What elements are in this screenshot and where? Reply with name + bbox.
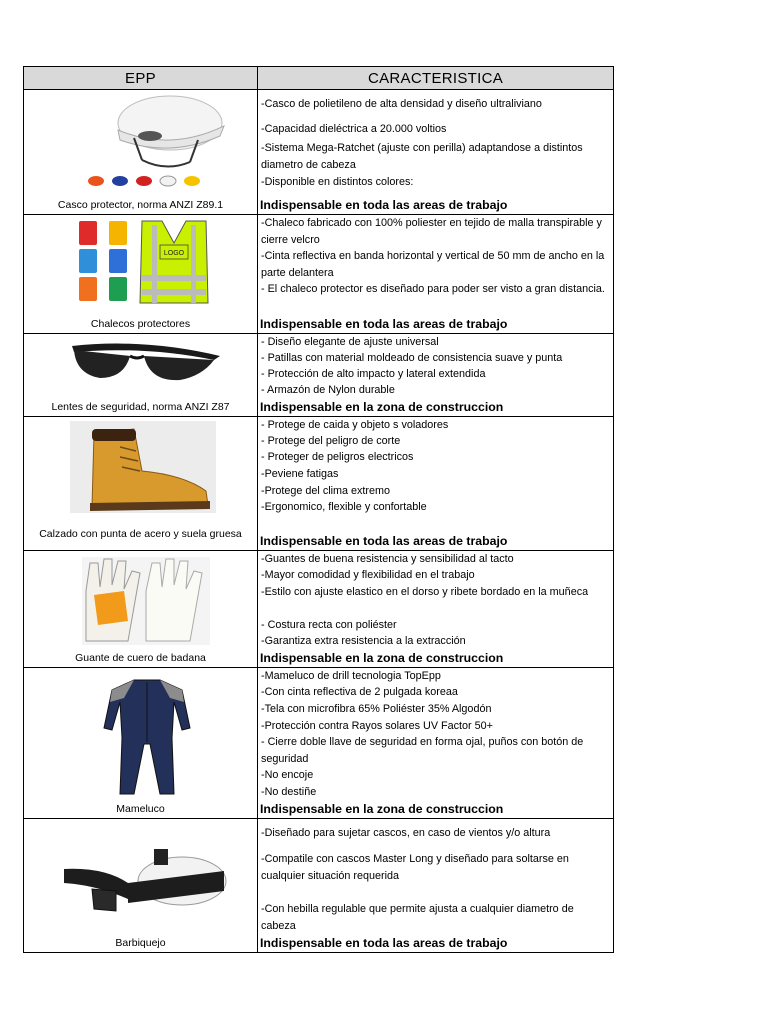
- item-name: Mameluco: [116, 803, 165, 815]
- features-cell: [258, 668, 614, 819]
- feature-line: -Con hebilla regulable que permite ajusta a cualquier diametro de cabeza: [261, 903, 574, 932]
- small-vests: [79, 221, 127, 301]
- feature-line: -Chaleco fabricado con 100% poliester en tejido de malla transpirable y cierre velcro: [261, 217, 602, 246]
- feature-line: -Sistema Mega-Ratchet (ajuste con perilla) adaptandose a distintos diametro de cabeza: [261, 142, 583, 171]
- header-epp: EPP: [24, 67, 258, 90]
- feature-line: -Disponible en distintos colores:: [261, 176, 414, 188]
- feature-line: -Compatile con cascos Master Long y diseñado para soltarse en cualquier situación requerida: [261, 853, 569, 882]
- usage-summary: Indispensable en toda las areas de trabajo: [260, 935, 508, 950]
- feature-line: - Protección de alto impacto y lateral extendida: [261, 368, 486, 380]
- item-cell: [24, 215, 258, 334]
- feature-line: -Garantiza extra resistencia a la extracción: [261, 635, 466, 647]
- table-row: [24, 551, 614, 668]
- feature-line: -Protege del clima extremo: [261, 485, 391, 497]
- item-name: Calzado con punta de acero y suela gruesa: [39, 528, 242, 540]
- usage-summary: Indispensable en toda las areas de trabajo: [260, 533, 508, 548]
- feature-line: -Peviene fatigas: [261, 468, 339, 480]
- feature-line: - Proteger de peligros electricos: [261, 451, 414, 463]
- features-cell: [258, 819, 614, 953]
- item-name: Lentes de seguridad, norma ANZI Z87: [51, 401, 230, 413]
- feature-line: -Ergonomico, flexible y confortable: [261, 501, 427, 513]
- item-name: Chalecos protectores: [90, 318, 191, 330]
- coverall-image: [24, 668, 258, 800]
- feature-line: - Protege del peligro de corte: [261, 435, 401, 447]
- usage-summary: Indispensable en la zona de construccion: [260, 650, 504, 665]
- vest-logo-text: LOGO: [163, 250, 185, 257]
- feature-line: -No encoje: [261, 769, 314, 781]
- feature-line: - Diseño elegante de ajuste universal: [261, 336, 439, 348]
- features-cell: [258, 215, 614, 334]
- feature-line: -Protección contra Rayos solares UV Factor 50+: [261, 720, 493, 732]
- safety-glasses-image: [24, 334, 258, 400]
- features-cell: [258, 417, 614, 551]
- feature-line: - Patillas con material moldeado de consistencia suave y punta: [261, 352, 563, 364]
- feature-line: -Cinta reflectiva en banda horizontal y vertical de 50 mm de ancho en la parte delantera: [261, 250, 605, 279]
- feature-line: -Mayor comodidad y flexibilidad en el trabajo: [261, 569, 475, 581]
- feature-line: -Guantes de buena resistencia y sensibilidad al tacto: [261, 553, 514, 565]
- epp-table: [23, 66, 614, 953]
- feature-line: - El chaleco protector es diseñado para poder ser visto a gran distancia.: [261, 283, 605, 295]
- table-row: [24, 819, 614, 953]
- table-row: [24, 90, 614, 215]
- table-row: [24, 668, 614, 819]
- helmet-image: [24, 90, 258, 198]
- table-header-row: [24, 67, 614, 90]
- feature-line: -Estilo con ajuste elastico en el dorso y ribete bordado en la muñeca: [261, 586, 589, 598]
- usage-summary: Indispensable en la zona de construccion: [260, 801, 504, 816]
- usage-summary: Indispensable en la zona de construccion: [260, 399, 504, 414]
- feature-line: - Armazón de Nylon durable: [261, 384, 395, 396]
- chin-strap-image: [24, 819, 258, 931]
- header-caracteristica: CARACTERISTICA: [258, 67, 614, 90]
- steel-toe-boot-image: [24, 417, 258, 517]
- item-name: Casco protector, norma ANZI Z89.1: [57, 199, 224, 211]
- features-cell: [258, 334, 614, 417]
- vests-image: [24, 215, 258, 315]
- feature-line: -Con cinta reflectiva de 2 pulgada koreaa: [261, 686, 458, 698]
- usage-summary: Indispensable en toda las areas de trabajo: [260, 316, 508, 331]
- item-cell: [24, 551, 258, 668]
- table-row: [24, 215, 614, 334]
- item-name: Barbiquejo: [115, 937, 166, 949]
- item-cell: [24, 90, 258, 215]
- item-name: Guante de cuero de badana: [75, 652, 206, 664]
- table-row: [24, 417, 614, 551]
- item-cell: [24, 417, 258, 551]
- item-cell: [24, 334, 258, 417]
- table-row: [24, 334, 614, 417]
- feature-line: - Protege de caida y objeto s voladores: [261, 419, 449, 431]
- feature-line: -No destiñe: [261, 786, 317, 798]
- item-cell: [24, 819, 258, 953]
- feature-line: - Costura recta con poliéster: [261, 619, 397, 631]
- leather-gloves-image: [24, 551, 258, 649]
- feature-line: -Casco de polietileno de alta densidad y diseño ultraliviano: [261, 98, 542, 110]
- helmet-color-swatches: [88, 176, 200, 186]
- item-cell: [24, 668, 258, 819]
- feature-line: -Tela con microfibra 65% Poliéster 35% Algodón: [261, 703, 492, 715]
- features-cell: [258, 90, 614, 215]
- usage-summary: Indispensable en toda las areas de trabajo: [260, 197, 508, 212]
- feature-line: -Diseñado para sujetar cascos, en caso de vientos y/o altura: [261, 827, 551, 839]
- feature-line: - Cierre doble llave de seguridad en forma ojal, puños con botón de seguridad: [261, 736, 584, 765]
- feature-line: -Mameluco de drill tecnologia TopEpp: [261, 670, 441, 682]
- features-cell: [258, 551, 614, 668]
- feature-line: -Capacidad dieléctrica a 20.000 voltios: [261, 123, 447, 135]
